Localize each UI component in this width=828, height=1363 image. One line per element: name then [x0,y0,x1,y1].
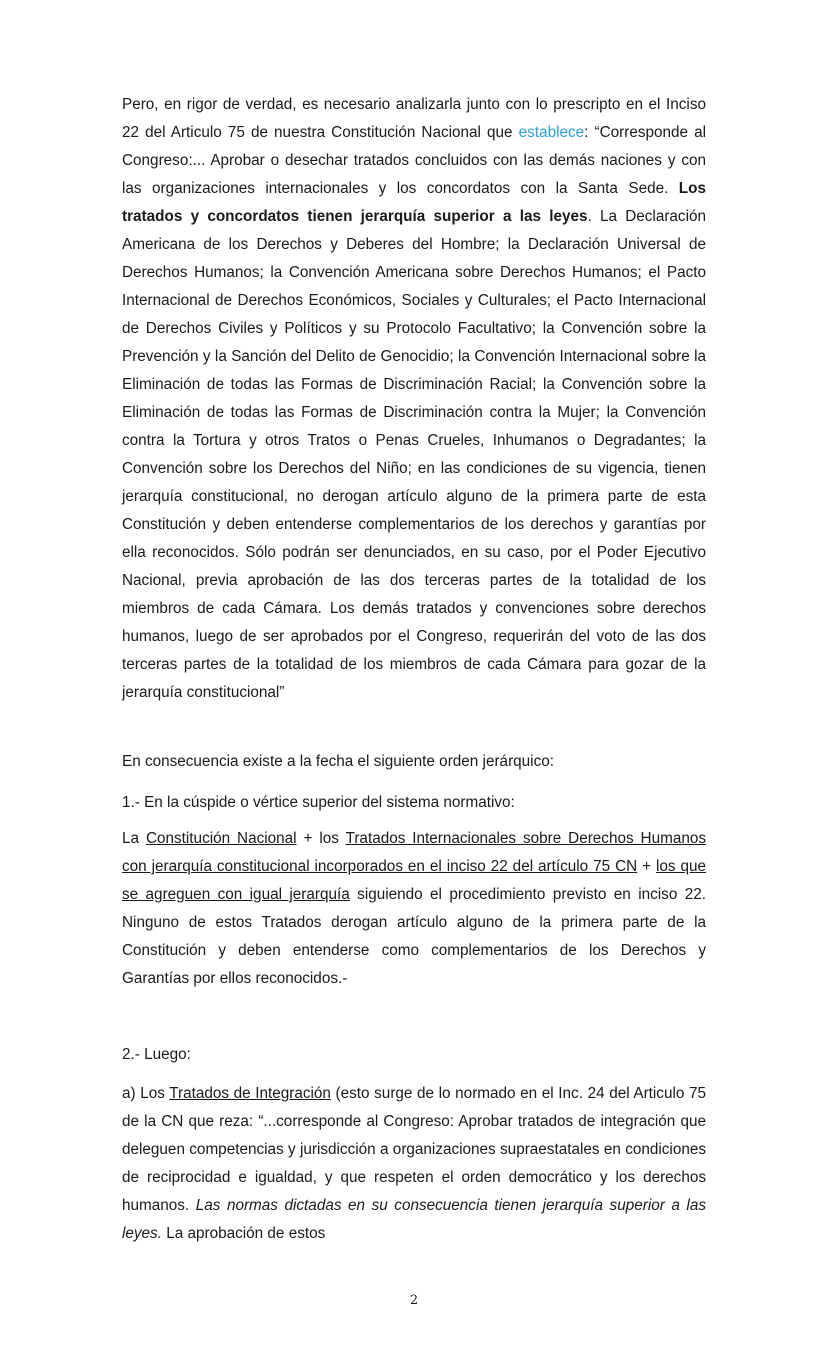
text-run: a) Los [122,1085,170,1102]
paragraph-level-2-heading: 2.- Luego: [122,1046,191,1063]
underlined-text: los que se agreguen con igual jerarquía [122,858,707,903]
text-run: La aprobación de estos [161,1225,326,1242]
underlined-text: Tratados de Integración [169,1085,331,1102]
establece-link[interactable]: establece [518,124,585,141]
underlined-text: Tratados Internacionales sobre Derechos Humanos con jerarquía constitucional incorporados en el inciso 22 del artículo 75 CN [122,830,707,875]
underlined-text: Constitución Nacional [145,830,297,847]
text-run: La [122,830,146,847]
text-run: (esto surge de lo normado en el Inc. 24 del Articulo 75 de la CN que reza: “...corresponde al Congreso: Aprobar tratados de integración que deleguen competencias y jurisdicción a organizaciones supraestatales en condiciones de reciprocidad e igualdad, y que respeten el orden democrático y los derechos humanos. [122,1085,706,1214]
text-run: siguiendo el procedimiento previsto en inciso 22. Ninguno de estos Tratados derogan artículo alguno de la primera parte de la Constitución y deben entenderse como complementarios de los Derechos y Garantías por ellos reconocidos.- [122,886,706,987]
text-run: + los [296,830,346,847]
paragraph-constitution-quote [122,91,706,707]
text-run: Pero, en rigor de verdad, es necesario analizarla junto con lo prescripto en el Inciso 22 del Articulo 75 de nuestra Constitución Nacional que [122,96,706,141]
italic-text: Las normas dictadas en su consecuencia tienen jerarquía superior a las leyes. [122,1197,706,1242]
text-run: . La Declaración Americana de los Derechos y Deberes del Hombre; la Declaración Universal de Derechos Humanos; la Convención Americana sobre Derechos Humanos; el Pacto Internacional de Derechos Económicos, Sociales y Culturales; el Pacto Internacional de Derechos Civiles y Políticos y su Protocolo Facultativo; la Convención sobre la Prevención y la Sanción del Delito de Genocidio; la Convención Internacional sobre la Eliminación de todas las Formas de Discriminación Racial; la Convención sobre la Eliminación de todas las Formas de Discriminación contra la Mujer; la Convención contra la Tortura y otros Tratos o Penas Crueles, Inhumanos o Degradantes; la Convención sobre los Derechos del Niño; en las condiciones de su vigencia, tienen jerarquía constitucional, no derogan artículo alguno de la primera parte de esta Constitución y deben entenderse complementarios de los derechos y garantías por ella reconocidos. Sólo podrán ser denunciados, en su caso, por el Poder Ejecutivo Nacional, previa aprobación de las dos terceras partes de la totalidad de los miembros de cada Cámara. Los demás tratados y convenciones sobre derechos humanos, luego de ser aprobados por el Congreso, requerirán del voto de las dos terceras partes de la totalidad de los miembros de cada Cámara para gozar de la jerarquía constitucional” [122,208,706,701]
bold-text: Los tratados y concordatos tienen jerarquía superior a las leyes [122,180,706,225]
paragraph-level-1-content [122,825,706,993]
text-run: : “Corresponde al Congreso:... Aprobar o desechar tratados concluidos con las demás naciones y con las organizaciones internacionales y los concordatos con la Santa Sede. [122,124,706,197]
paragraph-hierarchy-intro: En consecuencia existe a la fecha el siguiente orden jerárquico: [122,753,554,770]
paragraph-integration-treaties [122,1080,706,1248]
text-run: + [637,858,656,875]
page-number: 2 [409,1293,419,1308]
paragraph-level-1-heading: 1.- En la cúspide o vértice superior del sistema normativo: [122,794,515,811]
